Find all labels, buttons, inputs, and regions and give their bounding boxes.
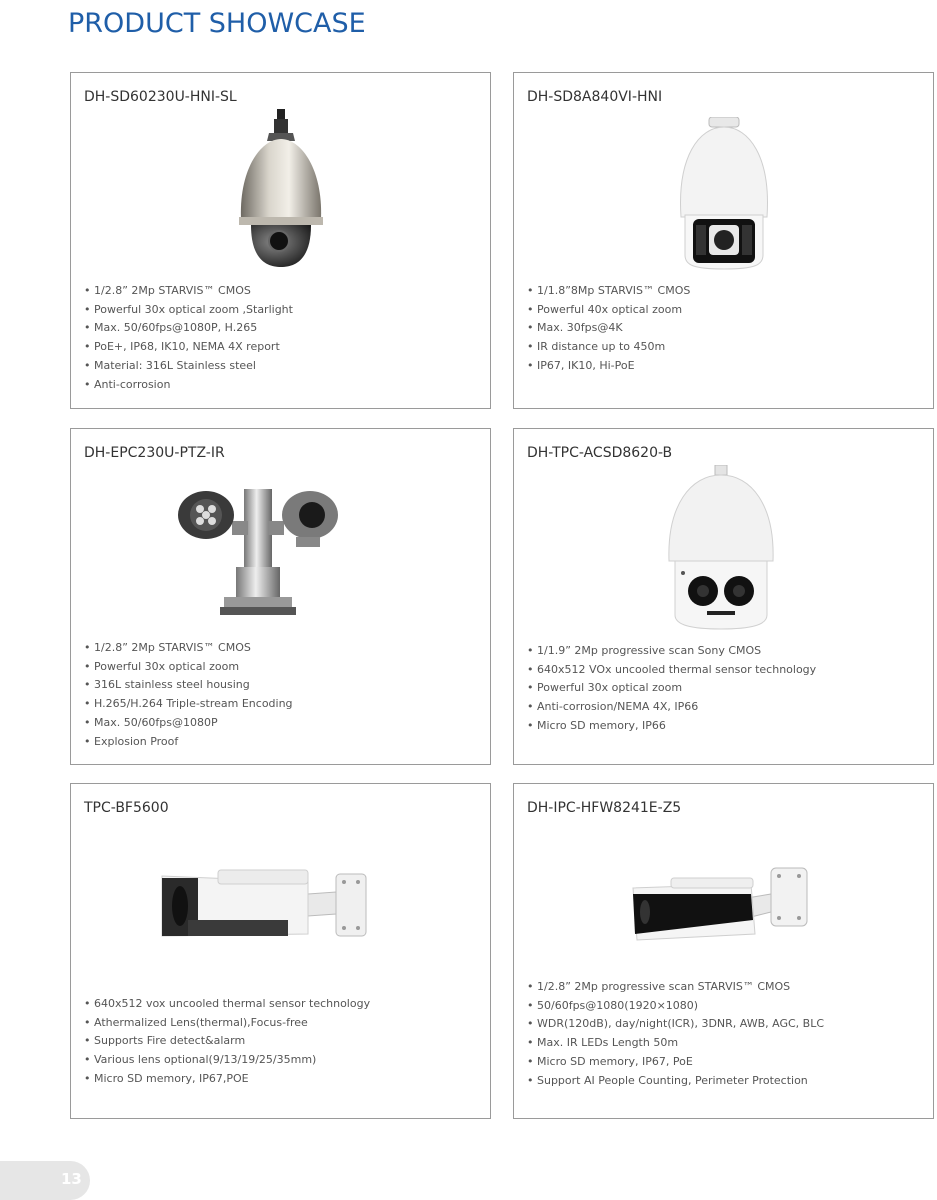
stainless-dome-ptz-camera-icon — [211, 109, 351, 271]
spec-item: • Explosion Proof — [84, 733, 293, 752]
product-name: DH-EPC230U-PTZ-IR — [84, 445, 225, 461]
spec-item: • Powerful 40x optical zoom — [527, 301, 690, 320]
thermal-bullet-camera-icon — [156, 864, 371, 946]
product-name: DH-IPC-HFW8241E-Z5 — [527, 800, 682, 816]
spec-item: • Max. 50/60fps@1080P, H.265 — [84, 319, 293, 338]
spec-item: • Powerful 30x optical zoom — [527, 679, 816, 698]
product-card — [513, 783, 934, 1119]
spec-item: • 1/1.9” 2Mp progressive scan Sony CMOS — [527, 642, 816, 661]
spec-item: • 640x512 VOx uncooled thermal sensor technology — [527, 661, 816, 680]
spec-item: • Powerful 30x optical zoom ,Starlight — [84, 301, 293, 320]
spec-item: • 1/2.8” 2Mp STARVIS™ CMOS — [84, 282, 293, 301]
spec-item: • Anti-corrosion/NEMA 4X, IP66 — [527, 698, 816, 717]
product-name: DH-SD8A840VI-HNI — [527, 89, 663, 105]
product-card — [70, 428, 491, 765]
spec-item: • Anti-corrosion — [84, 376, 293, 395]
spec-item: • Powerful 30x optical zoom — [84, 658, 293, 677]
spec-item: • WDR(120dB), day/night(ICR), 3DNR, AWB, AGC, BLC — [527, 1015, 824, 1034]
spec-item: • Micro SD memory, IP67,POE — [84, 1070, 370, 1089]
spec-item: • 1/2.8” 2Mp progressive scan STARVIS™ CMOS — [527, 978, 824, 997]
product-card — [70, 783, 491, 1119]
spec-item: • 1/1.8”8Mp STARVIS™ CMOS — [527, 282, 690, 301]
page-title: PRODUCT SHOWCASE — [68, 8, 366, 39]
spec-item: • IR distance up to 450m — [527, 338, 690, 357]
spec-item: • 50/60fps@1080(1920×1080) — [527, 997, 824, 1016]
spec-list — [527, 282, 690, 376]
spec-list — [84, 995, 370, 1089]
explosion-proof-ptz-camera-icon — [176, 481, 341, 621]
spec-item: • Various lens optional(9/13/19/25/35mm) — [84, 1051, 370, 1070]
product-name: DH-TPC-ACSD8620-B — [527, 445, 673, 461]
spec-list — [527, 642, 816, 736]
spec-item: • 640x512 vox uncooled thermal sensor technology — [84, 995, 370, 1014]
spec-item: • IP67, IK10, Hi-PoE — [527, 357, 690, 376]
spec-item: • Max. 50/60fps@1080P — [84, 714, 293, 733]
spec-item: • 316L stainless steel housing — [84, 676, 293, 695]
thermal-dome-ptz-camera-icon — [656, 465, 786, 633]
product-card — [513, 428, 934, 765]
spec-item: • Supports Fire detect&alarm — [84, 1032, 370, 1051]
spec-item: • Support AI People Counting, Perimeter Protection — [527, 1072, 824, 1091]
product-name: DH-SD60230U-HNI-SL — [84, 89, 237, 105]
spec-list — [84, 282, 293, 394]
product-card — [70, 72, 491, 409]
product-name: TPC-BF5600 — [84, 800, 169, 816]
spec-list — [84, 639, 293, 751]
product-card — [513, 72, 934, 409]
bullet-camera-icon — [629, 864, 814, 949]
spec-item: • Micro SD memory, IP67, PoE — [527, 1053, 824, 1072]
spec-item: • Micro SD memory, IP66 — [527, 717, 816, 736]
spec-item: • PoE+, IP68, IK10, NEMA 4X report — [84, 338, 293, 357]
spec-list — [527, 978, 824, 1090]
spec-item: • 1/2.8” 2Mp STARVIS™ CMOS — [84, 639, 293, 658]
white-ir-ptz-camera-icon — [664, 117, 784, 272]
page-number: 13 — [61, 1170, 82, 1188]
spec-item: • Material: 316L Stainless steel — [84, 357, 293, 376]
spec-item: • Athermalized Lens(thermal),Focus-free — [84, 1014, 370, 1033]
spec-item: • H.265/H.264 Triple-stream Encoding — [84, 695, 293, 714]
spec-item: • Max. IR LEDs Length 50m — [527, 1034, 824, 1053]
spec-item: • Max. 30fps@4K — [527, 319, 690, 338]
